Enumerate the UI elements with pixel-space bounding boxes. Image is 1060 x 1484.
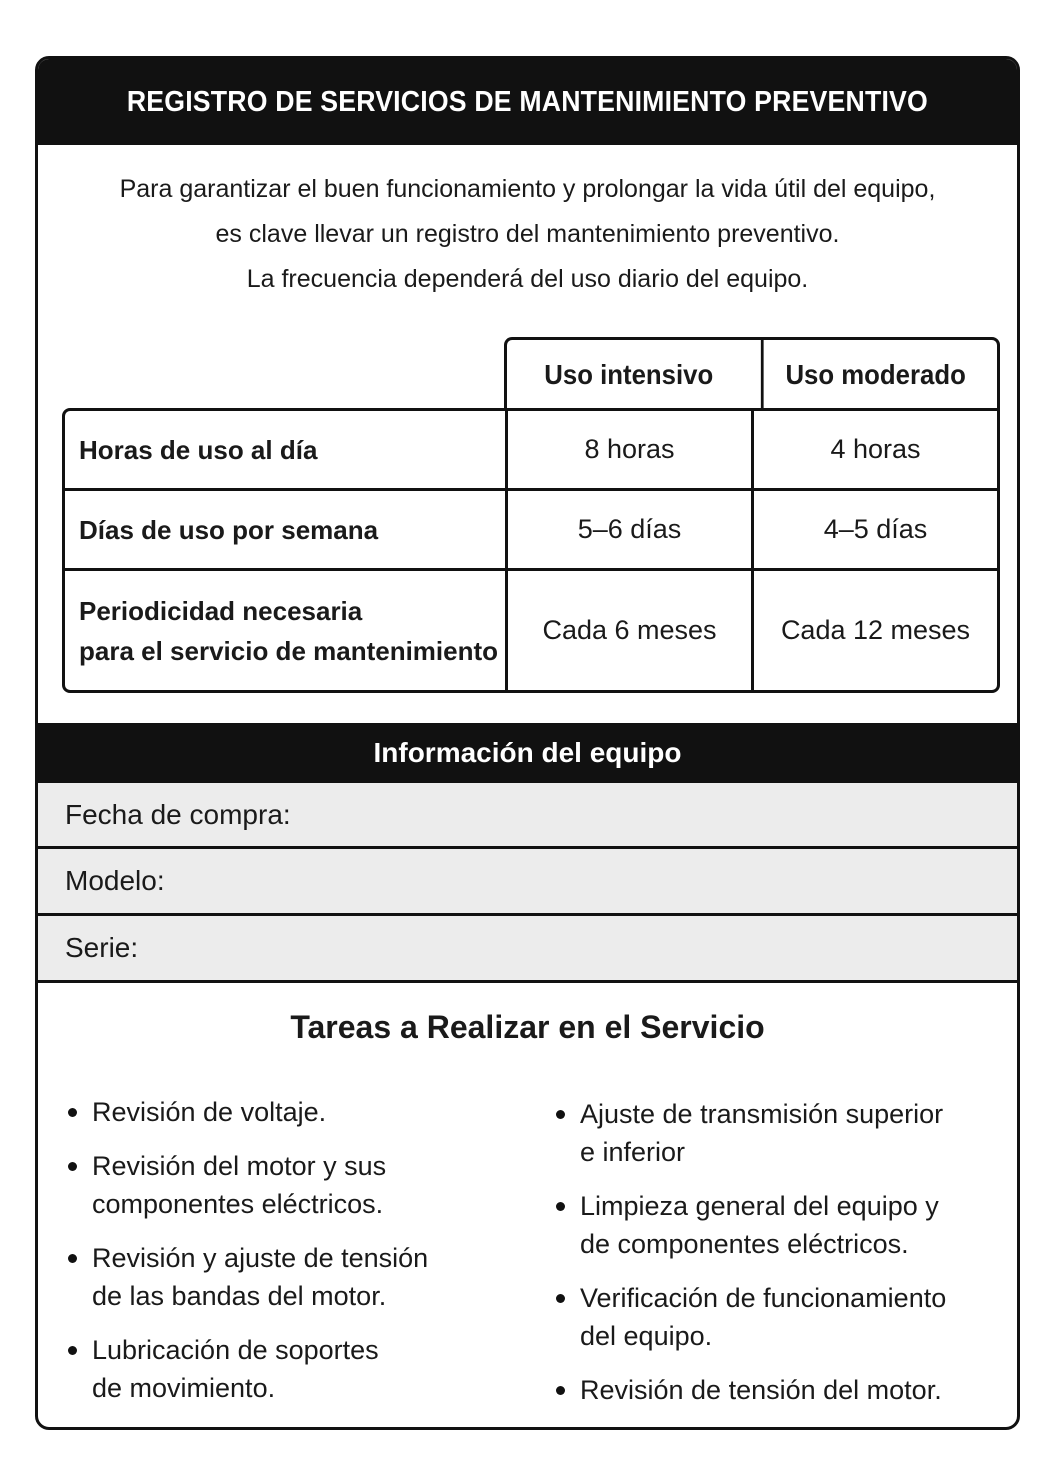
table-cell: 4 horas [751, 411, 997, 488]
list-item: Revisión de voltaje. [68, 1093, 488, 1131]
row-label: Días de uso por semana [79, 514, 379, 545]
intro-line: Para garantizar el buen funcionamiento y prolongar la vida útil del equipo, [119, 175, 936, 203]
table-cell: 8 horas [505, 411, 751, 488]
list-item: Limpieza general del equipo y de componentes eléctricos. [556, 1187, 976, 1263]
column-header-moderate: Uso moderado [760, 340, 987, 410]
table-cell: 4–5 días [751, 491, 997, 568]
column-header-intensive: Uso intensivo [544, 359, 714, 390]
list-item: Revisión de tensión del motor. [556, 1371, 976, 1409]
row-label-line: Periodicidad necesaria [79, 595, 363, 626]
maintenance-record-card [35, 56, 1020, 1430]
list-item: Revisión del motor y sus componentes eléctricos. [68, 1147, 488, 1223]
tasks-list-left [68, 1093, 488, 1423]
purchase-date-field: Fecha de compra: [38, 783, 1017, 849]
usage-table-body [62, 408, 1000, 693]
table-row [65, 568, 997, 690]
list-item: Lubricación de soportes de movimiento. [68, 1331, 488, 1407]
usage-table-header [504, 337, 1000, 410]
serial-field: Serie: [38, 916, 1017, 983]
table-cell: Cada 6 meses [505, 571, 751, 690]
equipment-info-title: Información del equipo [38, 723, 1017, 783]
title-bar [38, 59, 1017, 145]
list-item: Verificación de funcionamiento del equipo. [556, 1279, 976, 1355]
table-row [65, 488, 997, 568]
page-title: REGISTRO DE SERVICIOS DE MANTENIMIENTO PREVENTIVO [126, 85, 929, 118]
usage-table [62, 337, 1002, 693]
row-label [65, 571, 505, 690]
row-label-line: para el servicio de mantenimiento [79, 635, 499, 666]
intro-line: La frecuencia dependerá del uso diario del equipo. [246, 265, 809, 293]
list-item: Ajuste de transmisión superior e inferior [556, 1095, 976, 1171]
table-row [65, 411, 997, 488]
intro-line: es clave llevar un registro del mantenimiento preventivo. [215, 220, 840, 248]
list-item: Revisión y ajuste de tensión de las bandas del motor. [68, 1239, 488, 1315]
model-field: Modelo: [38, 849, 1017, 916]
tasks-title: Tareas a Realizar en el Servicio [290, 1009, 765, 1045]
intro-text [38, 167, 1017, 302]
table-cell: Cada 12 meses [751, 571, 997, 690]
table-cell: 5–6 días [505, 491, 751, 568]
row-label: Horas de uso al día [79, 434, 318, 465]
tasks-list-right [556, 1095, 976, 1425]
